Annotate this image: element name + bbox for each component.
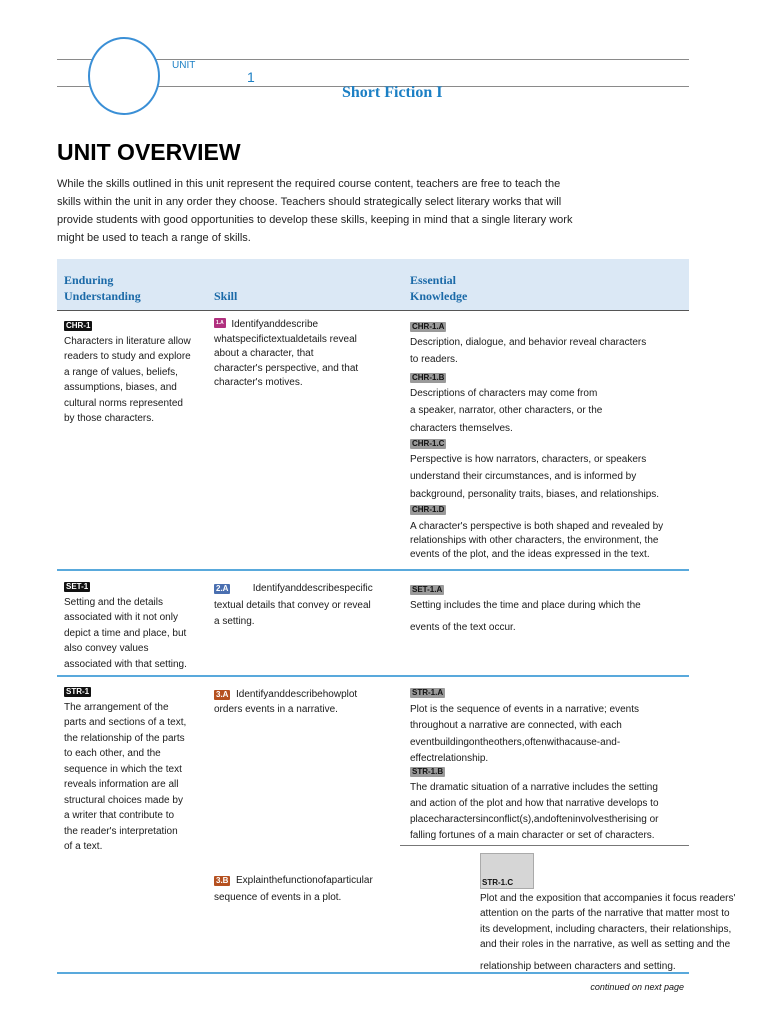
eu-line: depict a time and place, but <box>64 627 187 639</box>
continued-note: continued on next page <box>590 982 684 992</box>
ek-chr-1c <box>410 435 700 503</box>
skill-line: textual details that convey or reveal <box>214 599 371 611</box>
table-header <box>57 259 689 310</box>
eu-line: a writer that contribute to <box>64 810 175 821</box>
ek-str-1b <box>410 764 700 844</box>
ek-line: characters themselves. <box>410 422 513 434</box>
ek-line: events of the text occur. <box>410 622 516 633</box>
skill-badge: 2.A <box>216 584 229 593</box>
intro-line: While the skills outlined in this unit represent the required course content, teachers are free to teach the <box>57 178 561 190</box>
eu-line: assumptions, biases, and <box>64 382 177 393</box>
intro-line: provide students with good opportunities to develop these skills, keeping in mind that a single literary work <box>57 214 573 226</box>
eu-line: to each other, and the <box>64 748 161 759</box>
skill-line: about a character, that <box>214 348 314 359</box>
skill-badge: 3.A <box>216 690 229 699</box>
eu-line: readers to study and explore <box>64 351 191 362</box>
header-text: Essential <box>410 273 457 287</box>
skill-line: Explainthefunctionofaparticular <box>236 875 373 886</box>
code-badge: CHR-1 <box>66 321 91 330</box>
ek-line: its development, including characters, their relationships, <box>480 923 732 935</box>
eu-line: associated with that setting. <box>64 658 187 670</box>
ek-badge: CHR-1.B <box>412 373 445 382</box>
skill-badge: 1.A <box>216 320 224 326</box>
ek-badge: STR-1.B <box>412 767 444 776</box>
ek-line: throughout a narrative are connected, with each <box>410 720 622 731</box>
eu-chr-1 <box>64 318 204 427</box>
ek-line: understand their circumstances, and is informed by <box>410 471 637 482</box>
eu-line: of a text. <box>64 841 103 852</box>
header-text: Knowledge <box>410 289 468 303</box>
ek-line: placecharactersinconflict(s),andofteninvolvestherising or <box>410 814 659 825</box>
ek-line: background, personality traits, biases, and relationships. <box>410 488 660 500</box>
eu-line: associated with it not only <box>64 612 178 623</box>
ek-line: A character's perspective is both shaped and revealed by <box>410 521 664 532</box>
header-text: Enduring <box>64 273 114 287</box>
eu-line: also convey values <box>64 643 149 654</box>
ek-line: eventbuildingontheothers,oftenwithacause-and- <box>410 736 621 748</box>
eu-line: parts and sections of a text, <box>64 717 187 728</box>
eu-line: the relationship of the parts <box>64 732 185 744</box>
ek-badge: CHR-1.D <box>412 505 445 514</box>
skill-line: sequence of events in a plot. <box>214 892 342 903</box>
unit-title: Short Fiction I <box>342 84 443 101</box>
ek-line: Setting includes the time and place during which the <box>410 600 641 611</box>
ek-line: Plot and the exposition that accompanies it focus readers' <box>480 892 736 904</box>
code-badge: STR-1 <box>66 687 90 696</box>
eu-line: cultural norms represented <box>64 397 183 409</box>
eu-str-1 <box>64 684 204 855</box>
ek-badge: SET-1.A <box>412 585 443 594</box>
ek-line: Description, dialogue, and behavior reveal characters <box>410 336 647 348</box>
intro-line: might be used to teach a range of skills. <box>57 232 251 244</box>
ek-line: relationship between characters and setting. <box>480 960 676 972</box>
eu-line: the reader's interpretation <box>64 825 178 837</box>
eu-line: sequence in which the text <box>64 763 182 775</box>
row-divider <box>57 675 689 677</box>
page-title: UNIT OVERVIEW <box>57 139 241 165</box>
eu-line: by those characters. <box>64 413 155 424</box>
intro-line: skills within the unit in any order they choose. Teachers should strategically select literary works that will <box>57 196 562 208</box>
header-skill: Skill <box>214 289 238 303</box>
eu-line: structural choices made by <box>64 794 183 806</box>
ek-badge: STR-1.C <box>482 878 514 887</box>
ek-line: relationships with other characters, the environment, the <box>410 535 659 546</box>
eu-line: The arrangement of the <box>64 701 169 713</box>
ek-badge: CHR-1.A <box>412 322 445 331</box>
ek-line: and their roles in the narrative, as well as setting and the <box>480 939 731 950</box>
ek-line: Plot is the sequence of events in a narrative; events <box>410 703 640 715</box>
header-underline <box>57 310 689 311</box>
skill-line: character's motives. <box>214 377 303 388</box>
ek-line: Descriptions of characters may come from <box>410 387 598 399</box>
header-essential-knowledge <box>410 272 467 304</box>
ek-line: effectrelationship. <box>410 753 489 764</box>
ek-line: and action of the plot and how that narrative develops to <box>410 798 659 809</box>
ek-chr-1a <box>410 318 690 369</box>
ek-chr-1d <box>410 503 700 562</box>
skill-3a <box>214 687 399 717</box>
row-divider-partial <box>400 845 689 846</box>
ek-set-1a <box>410 579 690 639</box>
ek-line: Perspective is how narrators, characters, or speakers <box>410 453 647 465</box>
row-divider <box>57 569 689 571</box>
skill-3b <box>214 872 404 906</box>
skill-line: Identifyanddescribespecific <box>252 583 373 594</box>
ek-badge: CHR-1.C <box>412 439 445 448</box>
unit-label: UNIT <box>172 60 196 71</box>
table-bottom-rule <box>57 972 689 974</box>
code-badge: SET-1 <box>66 582 89 591</box>
ek-badge: STR-1.A <box>412 688 444 697</box>
ek-line: attention on the parts of the narrative that matter most to <box>480 908 730 919</box>
skill-badge: 3.B <box>216 876 229 885</box>
header-enduring-understanding <box>64 272 141 304</box>
ek-str-1c <box>480 875 755 974</box>
eu-line: reveals information are all <box>64 779 179 790</box>
eu-line: Setting and the details <box>64 596 163 608</box>
ek-line: a speaker, narrator, other characters, or the <box>410 405 603 416</box>
intro-paragraph <box>57 175 597 247</box>
unit-number: 1 <box>247 69 255 85</box>
ek-str-1a <box>410 685 690 768</box>
ek-line: falling fortunes of a main character or set of characters. <box>410 830 655 841</box>
ek-line: events of the plot, and the ideas expressed in the text. <box>410 549 650 560</box>
eu-line: a range of values, beliefs, <box>64 366 178 378</box>
skill-line: Identifyanddescribehowplot <box>236 689 358 700</box>
skill-line: Identifyanddescribe <box>231 319 319 330</box>
ek-line: to readers. <box>410 354 458 365</box>
header-text: Understanding <box>64 289 141 303</box>
skill-2a <box>214 581 399 631</box>
eu-line: Characters in literature allow <box>64 335 191 347</box>
skill-line: a setting. <box>214 616 255 627</box>
skill-1a <box>214 318 394 391</box>
skill-line: orders events in a narrative. <box>214 704 338 715</box>
ek-line: The dramatic situation of a narrative includes the setting <box>410 782 658 793</box>
ek-chr-1b <box>410 369 690 437</box>
skill-line: character's perspective, and that <box>214 362 359 374</box>
unit-circle <box>88 37 160 115</box>
skill-line: whatspecifictextualdetails reveal <box>214 333 357 345</box>
eu-set-1 <box>64 579 204 672</box>
